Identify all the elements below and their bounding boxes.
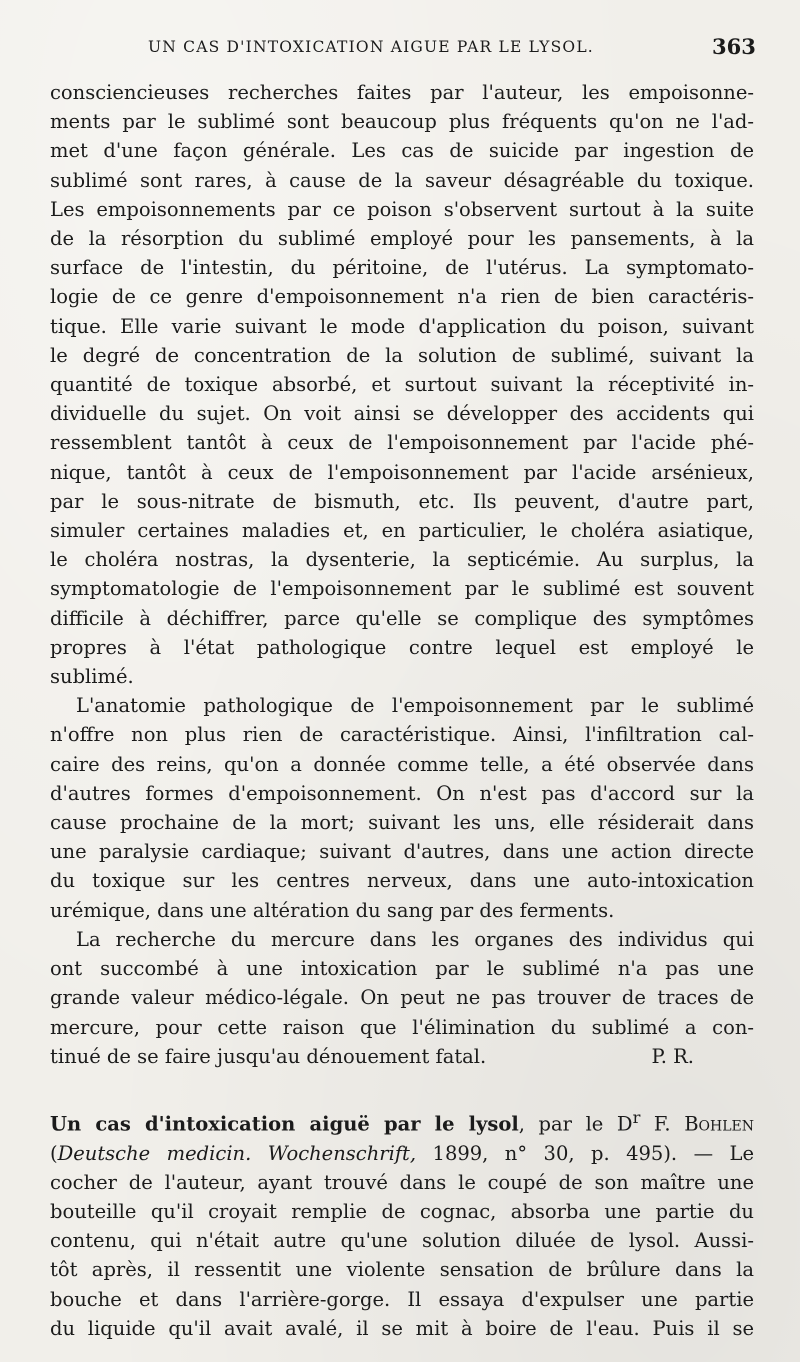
text-line: contenu, qui n'était autre qu'une solution diluée de lysol. Aussi-: [50, 1229, 754, 1253]
text-line: le choléra nostras, la dysenterie, la septicémie. Au surplus, la: [50, 548, 754, 572]
running-title: UN CAS D'INTOXICATION AIGUE PAR LE LYSOL.: [148, 38, 594, 56]
byline-initial: F.: [640, 1112, 685, 1136]
text-line: urémique, dans une altération du sang par des ferments.: [50, 898, 615, 922]
article-abstract: [50, 1103, 754, 1343]
text-line: met d'une façon générale. Les cas de suicide par ingestion de: [50, 139, 754, 163]
text-line: symptomatologie de l'empoisonnement par le sublimé est souvent: [50, 577, 754, 601]
text-line: du liquide qu'il avait avalé, il se mit à boire de l'eau. Puis il se: [50, 1316, 754, 1340]
author-name: Bohlen: [684, 1112, 754, 1136]
text-line: cocher de l'auteur, ayant trouvé dans le coupé de son maître une: [50, 1170, 754, 1194]
text-line: par le sous-nitrate de bismuth, etc. Ils peuvent, d'autre part,: [50, 489, 754, 513]
text-line: conscienciеuses recherches faites par l'auteur, les empoisonne-: [50, 81, 754, 104]
text-line: une paralysie cardiaque; suivant d'autres, dans une action directe: [50, 840, 754, 864]
text-line: cause prochaine de la mort; suivant les uns, elle résiderait dans: [50, 811, 754, 835]
text-line: le degré de concentration de la solution de sublimé, suivant la: [50, 343, 754, 367]
journal-name: Deutsche medicin. Wochenschrift,: [57, 1141, 417, 1165]
text-line: ont succombé à une intoxication par le sublimé n'a pas une: [50, 957, 754, 981]
text-line: sublimé.: [50, 665, 134, 689]
page-number: 363: [712, 34, 756, 59]
text-line: ments par le sublimé sont beaucoup plus fréquents qu'on ne l'ad-: [50, 110, 754, 134]
text-line: caire des reins, qu'on a donnée comme telle, a été observée dans: [50, 752, 754, 776]
text-line-with-signature: [50, 1042, 754, 1071]
text-line: tôt après, il ressentit une violente sensation de brûlure dans la: [50, 1258, 754, 1282]
text-line: simuler certaines maladies et, en particulier, le choléra asiatique,: [50, 519, 754, 543]
text-line: grande valeur médico-légale. On peut ne pas trouver de traces de: [50, 986, 754, 1010]
text-line: d'autres formes d'empoisonnement. On n'est pas d'accord sur la: [50, 781, 754, 805]
journal-open: (: [50, 1141, 58, 1165]
paragraph-2: [50, 691, 754, 925]
text-line: surface de l'intestin, du péritoine, de l'utérus. La symptomato-: [50, 256, 754, 280]
citation-line: [50, 1139, 754, 1168]
text-line: quantité de toxique absorbé, et surtout suivant la réceptivité in-: [50, 373, 754, 397]
text-line: dividuelle du sujet. On voit ainsi se développer des accidents qui: [50, 402, 754, 426]
article-title: Un cas d'intoxication aiguë par le lysol: [50, 1112, 519, 1136]
text-line: tique. Elle varie suivant le mode d'application du poison, suivant: [50, 314, 754, 338]
signature-initials: P. R.: [651, 1044, 694, 1068]
text-line: bouteille qu'il croyait remplie de cognac, absorba une partie du: [50, 1200, 754, 1224]
section-gap: [50, 1071, 754, 1103]
paragraph-1: [50, 78, 754, 691]
text-line: mercure, pour cette raison que l'élimination du sublimé a con-: [50, 1015, 754, 1039]
text-line: du toxique sur les centres nerveux, dans une auto-intoxication: [50, 869, 754, 893]
text-line: propres à l'état pathologique contre lequel est employé le: [50, 635, 754, 659]
text-line: logie de ce genre d'empoisonnement n'a rien de bien caractéris-: [50, 285, 754, 309]
text-line: Les empoisonnements par ce poison s'observent surtout à la suite: [50, 197, 754, 221]
byline-sup: r: [632, 1107, 641, 1127]
paragraph-3: [50, 925, 754, 1071]
running-head: [0, 34, 800, 64]
text-line: tinué de se faire jusqu'au dénouement fatal.: [50, 1044, 487, 1068]
article-heading-line: [50, 1103, 754, 1139]
byline-prefix: , par le D: [518, 1112, 633, 1136]
text-line: de la résorption du sublimé employé pour les pansements, à la: [50, 227, 754, 251]
text-line: bouche et dans l'arrière-gorge. Il essaya d'expulser une partie: [50, 1287, 754, 1311]
body-text: [50, 78, 754, 1343]
text-line: difficile à déchiffrer, parce qu'elle se complique des symptômes: [50, 606, 754, 630]
text-line: n'offre non plus rien de caractéristique. Ainsi, l'infiltration cal-: [50, 723, 754, 747]
text-line: L'anatomie pathologique de l'empoisonnement par le sublimé: [76, 694, 754, 718]
citation-details: 1899, n° 30, p. 495). — Le: [416, 1141, 754, 1165]
text-line: La recherche du mercure dans les organes des individus qui: [76, 927, 754, 951]
text-line: nique, tantôt à ceux de l'empoisonnement par l'acide arsénieux,: [50, 460, 754, 484]
text-line: sublimé sont rares, à cause de la saveur désagréable du toxique.: [50, 168, 754, 192]
text-line: ressemblent tantôt à ceux de l'empoisonnement par l'acide phé-: [50, 431, 754, 455]
